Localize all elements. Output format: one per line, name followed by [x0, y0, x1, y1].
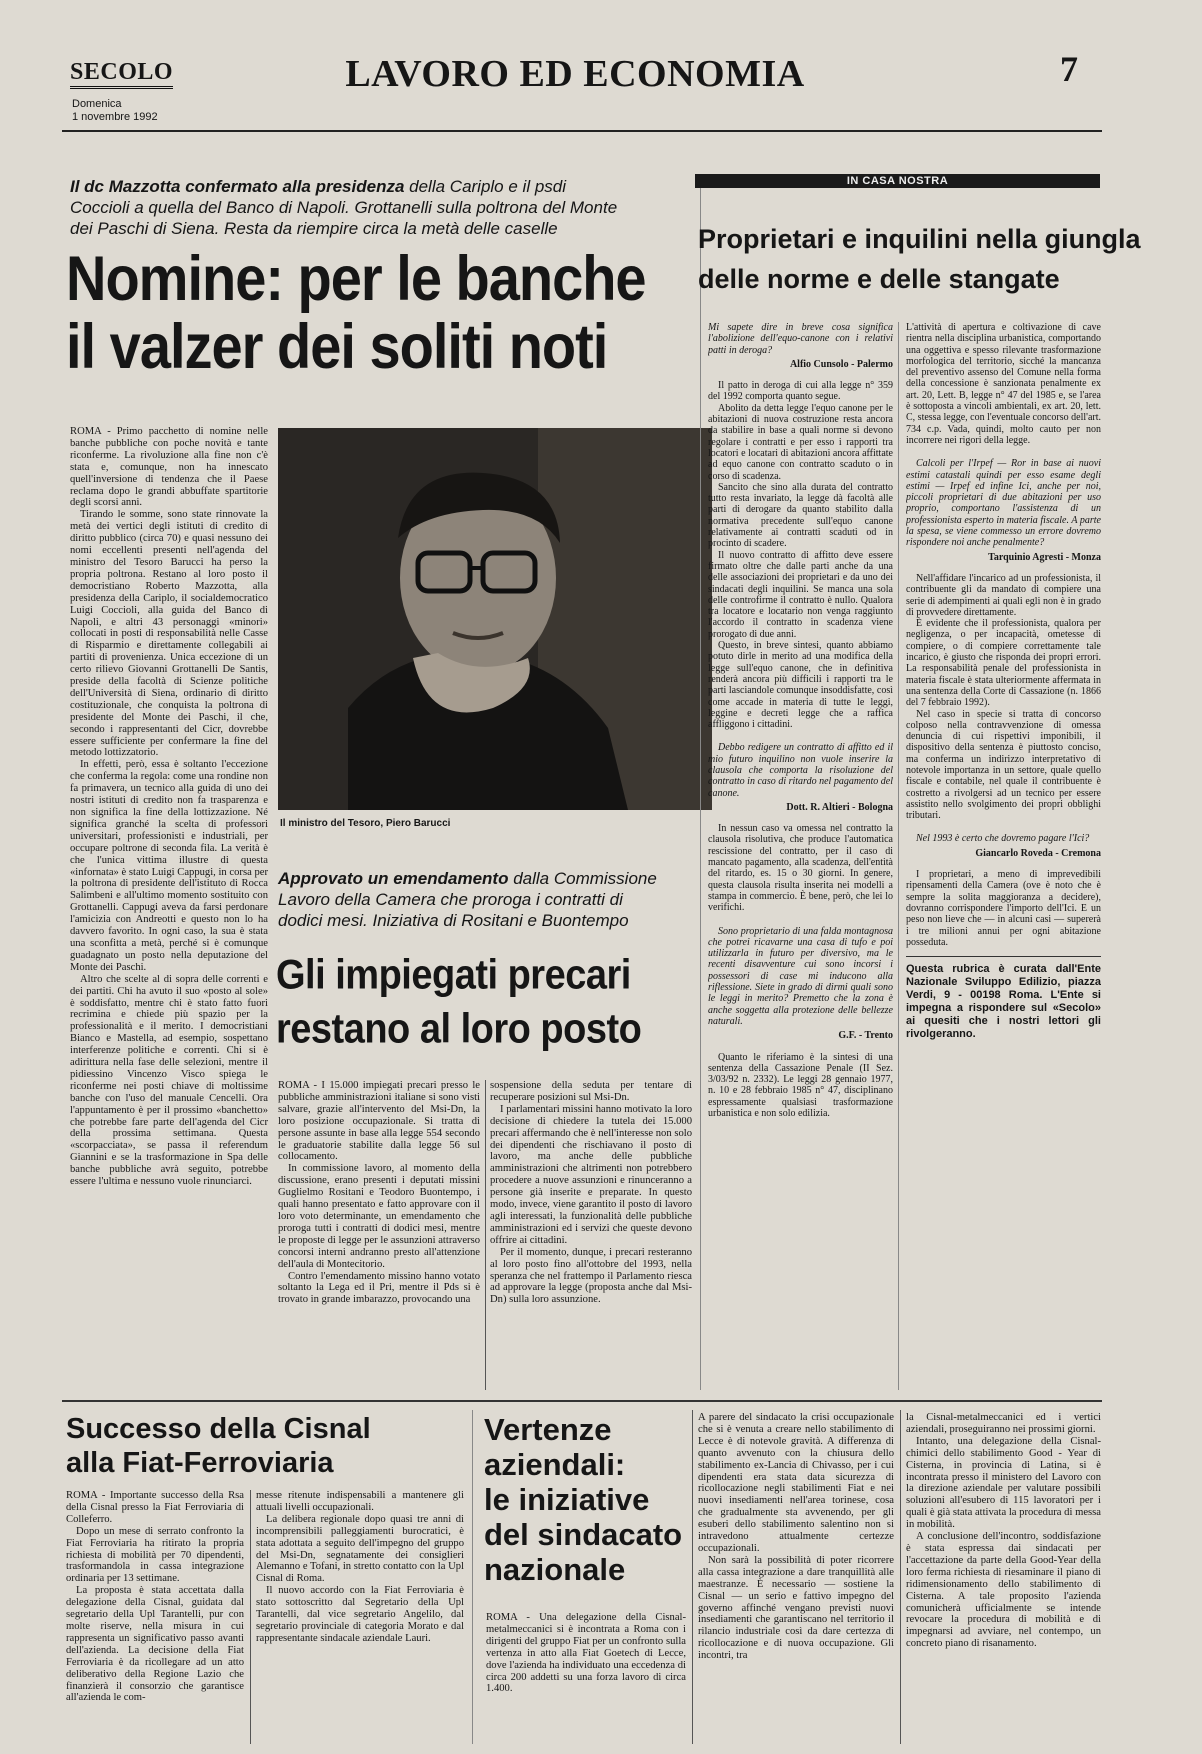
cisnal-headline-line2: alla Fiat-Ferroviaria [66, 1447, 334, 1479]
incasa-answer: Questo, in breve sintesi, quanto abbiamo potuto dirle in merito ad una modifica della legge sull'equo canone, che in definitiva renderà ancora più difficili i rapporti tra le parti lasciandole comunque insoddisfatte, così come accade in materia di tutte le leggi, leggine e decreti legge che a raffica affliggono i cittadini. [708, 640, 893, 731]
incasa-answer: È evidente che il professionista, qualora per negligenza, o per incapacità, ometesse di compiere, o di compiere correttamente tale incarico, è giusto che risponda dei propri errori. La responsabilità penale del professionista in materia fiscale è stata ulteriormente affermata in una sentenza della Corte di Cassazione (n. 1866 del 7 febbraio 1992). [906, 618, 1101, 709]
vertenze-paragraph: Non sarà la possibilità di poter ricorrere alla cassa integrazione a dare tranquillità alle maestranze. È necessario — sostiene la Cisnal — un serio e fattivo impegno del governo affinché vengano previsti nuovi insediamenti che garantiscano nel territorio il rilancio industriale così da dare certezza di ricollocazione e di nuova occupazione. Gli incontri, tra [698, 1554, 894, 1662]
vertenze-paragraph: A parere del sindacato la crisi occupazionale che si è venuta a creare nello stabilimento di Lecce è di notevole gravità. A differenza di quanto avvenuto con la chiusura dello stabilimento ex-Lancia di Chivasso, per i cui dipendenti era stata data sicurezza di ricollocazione negli stabilimenti Fiat e nei nuovi insediamenti nell'area torinese, cosa che gradualmente sta avvenendo, per gli esuberi dello stabilimento salentino non si intravedono attualmente certezze occupazionali. [698, 1412, 894, 1554]
vertenze-headline [484, 1412, 682, 1587]
banche-paragraph: Altro che scelte al di sopra delle correnti e dei partiti. Chi ha avuto il suo «posto al sole» è soddisfatto, mentre chi è stato fatto fuori recrimina e chiede più spazio per la professionalità e il merito. I democristiani Bianco e Mastella, ad esempio, sospettano interferenze politiche e correnti. Chi si è adirittura nella fase delle selezioni, mentre il pidiessino Vincenzo Visco spiega le riconferme nei posti chiave di moltissime banche con l'uso del manuale Cencelli. Ora l'appuntamento è per il prossimo «banchetto» che potrebbe fare parte dell'agenda del Cicr della prossima settimana. Questa «scorpacciata», se passa il referendum Giannini e se la trasformazione in Spa delle banche pubbliche avrà seguito, potrebbe essere l'ultima e nessuno vuole rinunciarci. [70, 973, 268, 1188]
incasa-signature: G.F. - Trento [838, 1030, 893, 1042]
incasa-answer: Il nuovo contratto di affitto deve essere firmato oltre che dalle parti anche da una delle associazioni dei proprietari e da uno dei sindacati degli inquilini. Se manca una sola delle controfirme il contratto è nullo. Qualora tra locatore e locatario non venga raggiunto l'accordo il contratto in scadenza viene prorogato di due anni. [708, 549, 893, 640]
cisnal-paragraph: ROMA - Importante successo della Rsa della Cisnal presso la Fiat Ferroviaria di Colleferro. [66, 1490, 244, 1525]
banche-kicker-bold: Il dc Mazzotta confermato alla presidenza [70, 177, 405, 196]
cisnal-body-column-2 [256, 1490, 464, 1744]
precari-body-column-2 [490, 1080, 692, 1390]
header-rule [62, 130, 1102, 132]
rubric-tag: IN CASA NOSTRA [695, 174, 1100, 188]
cisnal-paragraph: La delibera regionale dopo quasi tre anni di incomprensibili palleggiamenti burocratici, è stata adottata a seguito dell'impegno del gruppo del Msi-Dn, segnatamente dei consiglieri Alemanno e Tofani, in stretto contatto con la Upl Cisnal di Roma. [256, 1513, 464, 1585]
vertenze-headline-line: del sindacato [484, 1517, 683, 1552]
banche-headline-line2: il valzer dei soliti noti [66, 310, 608, 382]
incasa-answer: Nell'affidare l'incarico ad un professionista, il contribuente gli da mandato di compiere una serie di adempimenti ai quali egli non è in grado di provvedere direttamente. [906, 572, 1101, 618]
vertenze-paragraph: la Cisnal-metalmeccanici ed i vertici aziendali, proseguiranno nei prossimi giorni. [906, 1412, 1101, 1435]
precari-kicker-rest: dalla Commissione Lavoro della Camera che proroga i contratti di dodici mesi. Iniziativa di Rositani e Buontempo [278, 869, 657, 930]
vertenze-paragraph: Intanto, una delegazione della Cisnal-chimici dello stabilimento Good - Year di Cisterna, in provincia di Latina, si è incontrata presso il ministero del Lavoro con la direzione aziendale per valutare possibili soluzioni all'esubero di 115 lavoratori per i quali è già stata attivata la procedura di messa in mobilità. [906, 1435, 1101, 1531]
precari-kicker [278, 868, 658, 931]
banche-paragraph: ROMA - Primo pacchetto di nomine nelle banche pubbliche con poche novità e tante riconferme. La rivoluzione alla fine non c'è stata e, comunque, non ha innescato quell'inversione di tendenza che il Paese reclama dopo le grandi abbuffate spartitorie degli scorsi anni. [70, 426, 268, 509]
incasa-signature: Alfio Cunsolo - Palermo [789, 358, 893, 370]
column-divider [250, 1490, 251, 1744]
banche-headline-line1: Nomine: per le banche [66, 242, 646, 314]
precari-headline-line2: restano al loro posto [276, 1006, 642, 1053]
barucci-photo [278, 428, 712, 810]
incasa-answer: In nessun caso va omessa nel contratto la clausola risolutiva, che produce l'automatica rescissione del contratto, per il caso di mancato pagamento, alla scadenza, dell'entità del ritardo, es. 15 o 30 giorni. In genere, questa clausola risulta inserita nei modelli a stampa in commercio. È bene, però, che lei lo verifichi. [708, 823, 893, 914]
vertenze-body-column-1 [486, 1612, 686, 1744]
banche-paragraph: Tirando le somme, sono state rinnovate la metà dei vertici degli istituti di credito di diritto pubblico (circa 70) e quasi nessuno dei nomi eccellenti presenti nell'agenda del ministro del Tesoro Barucci ha perso la propria poltrona. Restano al loro posto il democristiano Roberto Mazzotta, alla presidenza della Cariplo, il socialdemocratico Luigi Coccioli, alla guida del Banco di Napoli, e altri 43 personaggi «minori» collocati in posti di responsabilità nelle Casse di Risparmio e direttamente collegabili ai partiti di provenienza. Unica eccezione di un certo rilievo Giovanni Grottanelli De Santis, preside della facoltà di Scienze politiche dell'Università di Siena, ordinario di diritto costituzionale, che conquista la poltrona di presidente del Monte dei Paschi, il che, secondo i rappresentanti del Cicr, dovrebbe essere sufficiente per confermare la fine del metodo lottizzatorio. [70, 509, 268, 759]
section-rule [62, 1400, 1102, 1402]
rubric-footnote: Questa rubrica è curata dall'Ente Nazionale Sviluppo Edilizio, piazza Verdi, 9 - 00198 Roma. L'Ente si impegna a rispondere sul «Secolo» ai quesiti che i nostri lettori gli rivolgeranno. [906, 963, 1101, 1041]
banche-paragraph: In effetti, però, essa è soltanto l'eccezione che conferma la regola: come una rondine non fa primavera, un tecnico alla guida di uno dei nostri istituti di credito non fa trasparenza e non significa la fine della lottizzazione. Né significa granché la scelta di professori universitari, professionisti e industriali, per occupare poltrone di seconda fila. La verità è che l'unica vittima illustre di questa «infornata» è stato Luigi Cappugi, in corsa per la poltrona di presidente dell'istituto di Rocca Salimbeni e all'ultimo momento sostituito con Grottanelli. Cappugi aveva da farsi perdonare l'amicizia con Andreotti e questo non lo ha davvero favorito. In ogni caso, la sua è stata una sconfitta a metà, perché si è comunque guadagnato un posto nella deputazione del Monte dei Paschi. [70, 759, 268, 973]
precari-paragraph: In commissione lavoro, al momento della discussione, erano presenti i deputati missini Guglielmo Rositani e Teodoro Buontempo, i quali hanno presentato e fatto approvare con il loro voto determinante, un emendamento che proroga tutti i contratti di dodici mesi, mentre le proposte di legge per le assunzioni attraverso concorsi interni andranno presto all'attenzione dell'aula di Montecitorio. [278, 1163, 480, 1270]
incasa-signature: Dott. R. Altieri - Bologna [786, 801, 893, 813]
issue-full-date: 1 novembre 1992 [72, 111, 158, 123]
vertenze-headline-line: aziendali: [484, 1447, 626, 1482]
precari-paragraph: I parlamentari missini hanno motivato la loro decisione di chiedere la tutela dei 15.000 precari affermando che è nell'interesse non solo dei dipendenti che rischiavano il posto di lavoro, ma anche delle pubbliche amministrazioni che altrimenti non potrebbero procedere a nuove assunzioni e rinunceranno a persone già inserite e preparate. In questo modo, invece, viene garantito il posto di lavoro agli interessati, la funzionalità delle pubbliche amministrazioni ed i servizi che queste devono offrire ai cittadini. [490, 1103, 692, 1246]
incasa-question: Nel 1993 è certo che dovremo pagare l'Ici? [916, 833, 1090, 845]
incasa-body-column-2 [906, 322, 1101, 1390]
vertenze-headline-line: le iniziative [484, 1482, 650, 1517]
precari-paragraph: Per il momento, dunque, i precari resteranno al loro posto fino all'ottobre del 1993, nella speranza che nel frattempo il Parlamento riesca ad approvare la legge (proposta anche dal Msi-Dn) sulla loro assunzione. [490, 1246, 692, 1306]
vertenze-body-column-2 [698, 1412, 894, 1744]
incasa-question: Sono proprietario di una falda montagnosa che potrei ricavarne una casa di tufo e poi utilizzarla in futuro per diversivo, ma le recenti disavventure cui sono incorsi i possessori di case mi inducono alla riflessione. Siete in grado di dirmi quali sono le leggi in merito? Premetto che la zona è anche soggetta alla protezione delle bellezze naturali. [708, 925, 893, 1027]
column-divider [700, 176, 701, 1390]
incasa-question: Debbo redigere un contratto di affitto ed il mio futuro inquilino non vuole inserire la clausola che comporta la risoluzione del contratto in caso di ritardo nel pagamento del canone. [708, 742, 893, 799]
column-divider [472, 1410, 473, 1744]
banche-kicker-rest: della Cariplo e il psdi Coccioli a quella del Banco di Napoli. Grottanelli sulla poltrona del Monte dei Paschi di Siena. Resta da riempire circa la metà delle caselle [70, 177, 618, 238]
portrait-illustration [278, 428, 712, 810]
cisnal-paragraph: messe ritenute indispensabili a mantenere gli attuali livelli occupazionali. [256, 1490, 464, 1513]
incasa-answer: L'attività di apertura e coltivazione di cave rientra nella disciplina urbanistica, comportando una oggettiva e spesso rilevante trasformazione morfologica del territorio, sicché la mancanza del preventivo assenso del Comune nella forma della concessione è sanzionata penalmente ex art. 20, Lett. B, legge n° 47 del 1985 e, se l'area è sottoposta a vincoli ambientali, ex art. 20, lett. C, stessa legge, con l'eventuale concorso dell'art. 734 c.p. Vada, quindi, molto cauto per non incorrere nei rigori della legge. [906, 322, 1101, 446]
cisnal-body-column-1 [66, 1490, 244, 1744]
cisnal-paragraph: Il nuovo accordo con la Fiat Ferroviaria è stato sottoscritto dal Segretario della Upl Tarantelli, dal vice segretario Angelilo, dal segretario provinciale di categoria Morato e dal rappresentante sindacale aziendale Lauri. [256, 1585, 464, 1644]
vertenze-paragraph: ROMA - Una delegazione della Cisnal-metalmeccanici si è incontrata a Roma con i dirigenti del gruppo Fiat per un confronto sulla vertenza in atto alla Fiat Goetech di Lecce, dove l'azienda ha individuato una eccedenza di circa 200 addetti su una forza lavoro di circa 1.400. [486, 1612, 686, 1695]
section-title: LAVORO ED ECONOMIA [345, 53, 805, 95]
cisnal-headline-line1: Successo della Cisnal [66, 1413, 371, 1445]
banche-kicker [70, 176, 630, 239]
incasa-body-column-1 [708, 322, 893, 1390]
incasa-question: Mi sapete dire in breve cosa significa l'abolizione dell'equo-canone con i relativi patti in deroga? [708, 322, 893, 356]
column-divider [692, 1410, 693, 1744]
issue-date [72, 98, 158, 124]
column-divider [900, 1410, 901, 1744]
incasa-answer: Sancito che sino alla durata del contratto tutto resta invariato, la legge dà facoltà alle parti di derogare da quanto stabilito dalla normativa precedente sull'equo canone relativamente ai contratti scaduti od in procinto di scadere. [708, 481, 893, 550]
precari-headline-line1: Gli impiegati precari [276, 952, 631, 999]
incasa-signature: Tarquinio Agresti - Monza [988, 551, 1101, 563]
banche-body-column [70, 426, 268, 1390]
incasa-answer: I proprietari, a meno di imprevedibili ripensamenti della Camera (ove è noto che è sempre la solita maggioranza a decidere), dovranno corrispondere l'importo dell'Ici. E un peso non lieve che — in alcuni casi — supererà i tre milioni annui per ogni abitazione posseduta. [906, 869, 1101, 948]
precari-paragraph: Contro l'emendamento missino hanno votato soltanto la Lega ed il Pri, mentre il Pds si è trovato in grande imbarazzo, provocando una [278, 1270, 480, 1306]
incasa-signature: Giancarlo Roveda - Cremona [975, 847, 1101, 859]
vertenze-headline-line: Vertenze [484, 1412, 612, 1447]
footnote-rule [906, 956, 1101, 957]
vertenze-body-column-3 [906, 1412, 1101, 1744]
vertenze-headline-line: nazionale [484, 1552, 626, 1587]
incasa-answer: Quanto le riferiamo è la sintesi di una sentenza della Cassazione Penale (II Sez. 3/03/92 n. 2332). Le leggi 28 gennaio 1977, n. 10 e 28 febbraio 1985 n° 47, disciplinano espressamente qualsiasi trasformazione urbanistica e non solo edilizia. [708, 1051, 893, 1119]
incasa-headline-line2: delle norme e delle stangate [698, 264, 1060, 294]
vertenze-paragraph: A conclusione dell'incontro, soddisfazione è stata espressa dai sindacati per l'accettazione da parte della Good-Year della loro ferma richiesta di riesaminare il piano di ridimensionamento dello stabilimento di Cisterna. A tale proposito l'azienda comunicherà ufficialmente se intende revocare la procedura di mobilità e di impegnarsi ad avviare, nel contempo, un concreto piano di risanamento. [906, 1531, 1101, 1650]
cisnal-paragraph: Dopo un mese di serrato confronto la Fiat Ferroviaria ha ritirato la propria richiesta di mobilità per 70 dipendenti, trasformandola in cassa integrazione ordinaria per 13 settimane. [66, 1525, 244, 1585]
page-number: 7 [1060, 49, 1078, 89]
precari-paragraph: sospensione della seduta per tentare di recuperare posizioni sul Msi-Dn. [490, 1080, 692, 1103]
incasa-headline-line1: Proprietari e inquilini nella giungla [698, 224, 1141, 254]
precari-paragraph: ROMA - I 15.000 impiegati precari presso le pubbliche amministrazioni italiane si sono visti salvare, grazie all'intervento del Msi-Dn, la loro posizione occupazionale. Si tratta di persone assunte in base alla legge 554 secondo le graduatorie stabilite dalla legge 56 sul collocamento. [278, 1080, 480, 1163]
incasa-answer: Il patto in deroga di cui alla legge n° 359 del 1992 comporta quanto segue. [708, 380, 893, 403]
column-divider [898, 322, 899, 1390]
photo-caption: Il ministro del Tesoro, Piero Barucci [280, 818, 451, 829]
incasa-answer: Nel caso in specie si tratta di concorso colposo nella contravvenzione di omessa denuncia di cui rispettivi imponibili, il dispositivo della sentenza è piuttosto conciso, ma conferma un indirizzo interpretativo di notevole importanza in un settore, quale quello fiscale e contabile, nel quale il contribuente è costretto a rivolgersi ad un tecnico per essere assistito nello svolgimento dei propri obblighi tributari. [906, 708, 1101, 822]
incasa-question: Calcoli per l'Irpef — Ror in base ai nuovi estimi catastali quindi per esso esame degli estimi — Irpef ed infine Ici, anche per noi, piccoli proprietari di due abitazioni per uso proprio, comportano l'assistenza di un professionista esperto in materia fiscale. A parte la spesa, se viene commesso un errore dovremo rispondere noi anche penalmente? [906, 458, 1101, 549]
issue-day: Domenica [72, 98, 122, 110]
precari-kicker-bold: Approvato un emendamento [278, 869, 509, 888]
column-divider [485, 1080, 486, 1390]
cisnal-paragraph: La proposta è stata accettata dalla delegazione della Cisnal, guidata dal segretario della Upl Tarantelli, pur con molte riserve, nella misura in cui rappresenta un significativo passo avanti dell'azienda. La decisione della Fiat Ferroviaria è da ricollegare ad un atto deliberativo della Regione Lazio che finanzierà il consorzio che garantisce all'azienda le com- [66, 1585, 244, 1704]
incasa-answer: Abolito da detta legge l'equo canone per le abitazioni di nuova costruzione resta ancora da stabilire in base a quali norme si devono regolare i contratti e per esso i rapporti tra locatori e locatari di abitazioni ancora affittate ad equo canone con contratto scaduto o in corso di scadenza. [708, 402, 893, 482]
precari-body-column-1 [278, 1080, 480, 1390]
newspaper-logo: SECOLO [70, 58, 173, 89]
